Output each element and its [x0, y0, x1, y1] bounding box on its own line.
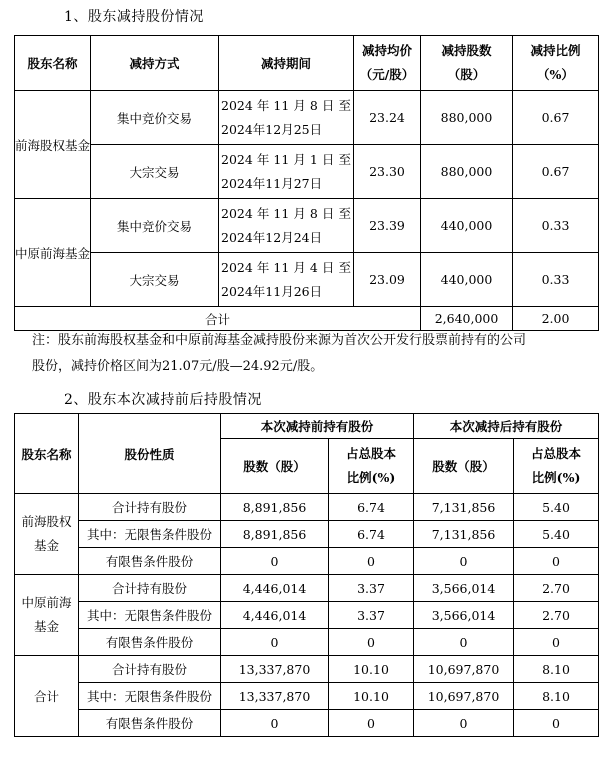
table-row: [15, 145, 599, 199]
before-pct-cell: 6.74: [329, 494, 414, 521]
section-1-title: 1、股东减持股份情况: [64, 9, 204, 25]
after-pct-cell: 5.40: [514, 521, 599, 548]
price-cell: 23.09: [354, 253, 421, 307]
nature-cell: 合计持有股份: [79, 656, 221, 683]
period-cell: 2024 年 11 月 4 日 至 2024年11月26日: [219, 253, 354, 307]
header-shareholder-name: 股东名称: [15, 414, 79, 494]
before-shares-cell: 4,446,014: [221, 575, 329, 602]
before-pct-cell: 3.37: [329, 575, 414, 602]
price-cell: 23.30: [354, 145, 421, 199]
header-after-pct: 占总股本 比例(%): [514, 439, 599, 494]
before-pct-cell: 3.37: [329, 602, 414, 629]
header-after: 本次减持后持有股份: [414, 414, 599, 439]
nature-cell: 有限售条件股份: [79, 548, 221, 575]
period-cell: 2024 年 11 月 8 日 至 2024年12月24日: [219, 199, 354, 253]
header-after-shares: 股数（股）: [414, 439, 514, 494]
period-cell: 2024 年 11 月 1 日 至 2024年11月27日: [219, 145, 354, 199]
table-row: [15, 91, 599, 145]
shareholder-name: 中原前海 基金: [15, 575, 79, 656]
price-cell: 23.24: [354, 91, 421, 145]
header-ratio: 减持比例 （%）: [513, 36, 599, 91]
ratio-cell: 0.67: [513, 145, 599, 199]
shares-cell: 440,000: [421, 199, 513, 253]
before-pct-cell: 10.10: [329, 656, 414, 683]
method-cell: 集中竞价交易: [91, 199, 219, 253]
before-shares-cell: 8,891,856: [221, 521, 329, 548]
header-period: 减持期间: [219, 36, 354, 91]
header-before: 本次减持前持有股份: [221, 414, 414, 439]
shares-cell: 880,000: [421, 91, 513, 145]
shares-cell: 440,000: [421, 253, 513, 307]
after-shares-cell: 7,131,856: [414, 494, 514, 521]
after-pct-cell: 8.10: [514, 683, 599, 710]
before-shares-cell: 4,446,014: [221, 602, 329, 629]
nature-cell: 有限售条件股份: [79, 710, 221, 737]
ratio-cell: 0.33: [513, 199, 599, 253]
table-row: [15, 710, 599, 737]
table-row: [15, 548, 599, 575]
reduction-table: [14, 35, 599, 331]
period-cell: 2024 年 11 月 8 日 至 2024年12月25日: [219, 91, 354, 145]
nature-cell: 其中：无限售条件股份: [79, 683, 221, 710]
before-shares-cell: 0: [221, 629, 329, 656]
after-pct-cell: 2.70: [514, 575, 599, 602]
header-method: 减持方式: [91, 36, 219, 91]
note-text: 注：股东前海股权基金和中原前海基金减持股份来源为首次公开发行股票前持有的公司 股份，减持价格区间为21.07元/股—24.92元/股。: [32, 333, 527, 374]
after-shares-cell: 3,566,014: [414, 575, 514, 602]
after-shares-cell: 10,697,870: [414, 656, 514, 683]
after-pct-cell: 8.10: [514, 656, 599, 683]
table-row: [15, 253, 599, 307]
table-row: [15, 521, 599, 548]
table-row: [15, 656, 599, 683]
ratio-cell: 0.67: [513, 91, 599, 145]
header-before-shares: 股数（股）: [221, 439, 329, 494]
shareholder-name: 合计: [15, 656, 79, 737]
table-row: [15, 575, 599, 602]
total-row: [15, 307, 599, 331]
after-pct-cell: 0: [514, 629, 599, 656]
section-2-title: 2、股东本次减持前后持股情况: [64, 392, 262, 408]
before-shares-cell: 0: [221, 548, 329, 575]
before-shares-cell: 13,337,870: [221, 656, 329, 683]
before-pct-cell: 0: [329, 710, 414, 737]
ratio-cell: 0.33: [513, 253, 599, 307]
nature-cell: 其中：无限售条件股份: [79, 521, 221, 548]
holdings-table: [14, 413, 599, 737]
table-row: [15, 683, 599, 710]
shares-cell: 880,000: [421, 145, 513, 199]
total-shares: 2,640,000: [421, 307, 513, 331]
total-ratio: 2.00: [513, 307, 599, 331]
method-cell: 集中竞价交易: [91, 91, 219, 145]
after-shares-cell: 0: [414, 629, 514, 656]
shareholder-name: 中原前海基金: [15, 199, 91, 307]
table-row: [15, 602, 599, 629]
table-row: [15, 494, 599, 521]
before-shares-cell: 0: [221, 710, 329, 737]
after-shares-cell: 0: [414, 710, 514, 737]
table-row: [15, 629, 599, 656]
after-pct-cell: 5.40: [514, 494, 599, 521]
after-shares-cell: 3,566,014: [414, 602, 514, 629]
after-shares-cell: 0: [414, 548, 514, 575]
table-header-row: [15, 414, 599, 439]
before-pct-cell: 10.10: [329, 683, 414, 710]
header-avg-price: 减持均价 （元/股）: [354, 36, 421, 91]
method-cell: 大宗交易: [91, 253, 219, 307]
after-shares-cell: 7,131,856: [414, 521, 514, 548]
nature-cell: 合计持有股份: [79, 575, 221, 602]
before-shares-cell: 8,891,856: [221, 494, 329, 521]
shareholder-name: 前海股权基金: [15, 91, 91, 199]
nature-cell: 有限售条件股份: [79, 629, 221, 656]
nature-cell: 其中：无限售条件股份: [79, 602, 221, 629]
header-share-nature: 股份性质: [79, 414, 221, 494]
before-pct-cell: 0: [329, 629, 414, 656]
shareholder-name: 前海股权 基金: [15, 494, 79, 575]
price-cell: 23.39: [354, 199, 421, 253]
nature-cell: 合计持有股份: [79, 494, 221, 521]
table-header-row: [15, 36, 599, 91]
header-before-pct: 占总股本 比例(%): [329, 439, 414, 494]
method-cell: 大宗交易: [91, 145, 219, 199]
header-shares: 减持股数 （股）: [421, 36, 513, 91]
after-pct-cell: 0: [514, 710, 599, 737]
table-row: [15, 199, 599, 253]
before-pct-cell: 6.74: [329, 521, 414, 548]
before-pct-cell: 0: [329, 548, 414, 575]
after-shares-cell: 10,697,870: [414, 683, 514, 710]
header-shareholder-name: 股东名称: [15, 36, 91, 91]
before-shares-cell: 13,337,870: [221, 683, 329, 710]
after-pct-cell: 2.70: [514, 602, 599, 629]
total-label: 合计: [15, 307, 421, 331]
after-pct-cell: 0: [514, 548, 599, 575]
